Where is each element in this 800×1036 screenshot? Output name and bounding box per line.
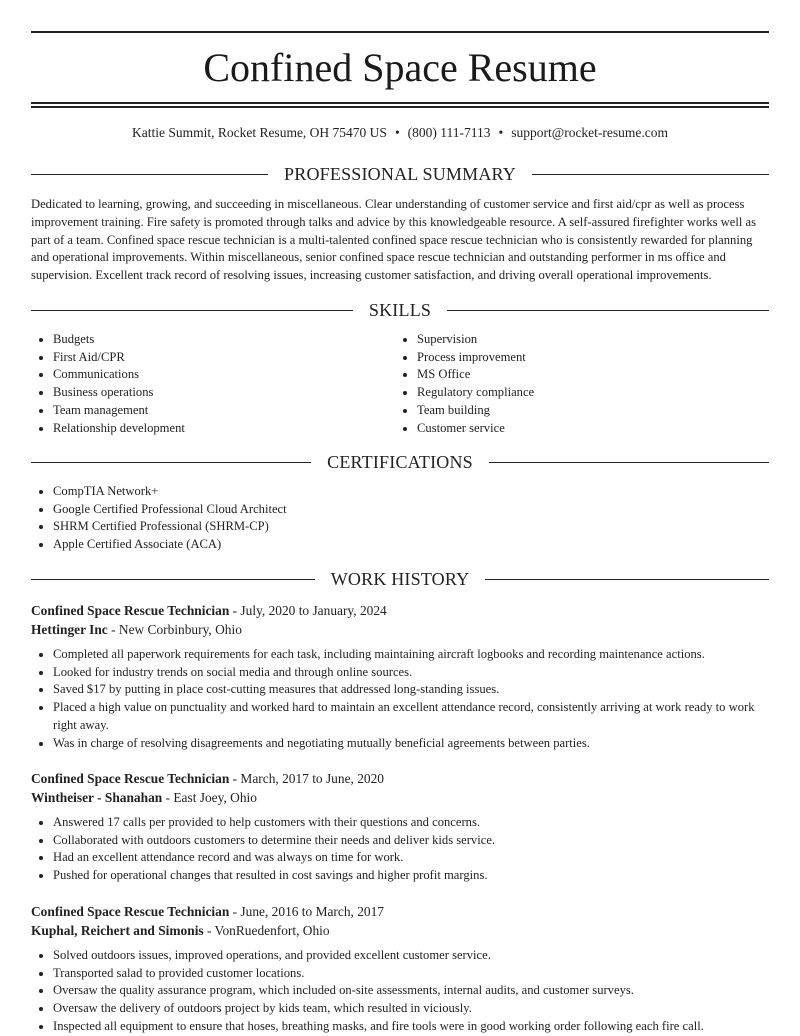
certification-item: • Google Certified Professional Cloud Architect <box>53 501 769 519</box>
job-bullet: • Placed a high value on punctuality and worked hard to maintain an excellent attendance record, consistently arriving at work ready to work right away. <box>53 699 769 734</box>
skills-column-right <box>395 331 769 437</box>
skill-item: • Business operations <box>53 384 391 402</box>
job-title: Confined Space Rescue Technician <box>31 904 230 919</box>
job-entry <box>31 769 769 885</box>
job-dates: - June, 2016 to March, 2017 <box>229 904 384 919</box>
contact-address: Kattie Summit, Rocket Resume, OH 75470 US <box>131 125 387 140</box>
job-location: - East Joey, Ohio <box>162 790 257 805</box>
job-bullet: • Pushed for operational changes that resulted in cost savings and higher profit margins. <box>53 867 769 885</box>
skill-item: • Team management <box>53 402 391 420</box>
title-rule-lower <box>31 106 769 108</box>
job-company-line <box>31 921 769 940</box>
skill-item: • Communications <box>53 366 391 384</box>
job-bullet: • Was in charge of resolving disagreements and negotiating mutually beneficial agreements between parties. <box>53 735 769 753</box>
contact-separator: • <box>498 125 504 140</box>
summary-heading <box>31 162 769 186</box>
job-entry <box>31 902 769 1036</box>
skill-item: • Relationship development <box>53 420 391 438</box>
summary-title: PROFESSIONAL SUMMARY <box>284 164 516 184</box>
job-bullet: • Solved outdoors issues, improved operations, and provided excellent customer service. <box>53 947 769 965</box>
resume-title: Confined Space Resume <box>203 45 597 90</box>
heading-rule-left <box>31 462 311 463</box>
certification-item: • CompTIA Network+ <box>53 483 769 501</box>
job-bullet: • Completed all paperwork requirements for each task, including maintaining aircraft logbooks and recording maintenance actions. <box>53 646 769 664</box>
heading-rule-right <box>447 310 769 311</box>
job-title: Confined Space Rescue Technician <box>31 603 230 618</box>
job-location: - New Corbinbury, Ohio <box>107 622 242 637</box>
skills-title: SKILLS <box>368 300 432 320</box>
skills-column-left <box>31 331 391 437</box>
work-history-title: WORK HISTORY <box>330 569 470 589</box>
job-bullets <box>31 947 769 1036</box>
skill-item: • Team building <box>417 402 769 420</box>
contact-email: support@rocket-resume.com <box>511 125 669 140</box>
skill-item: • Customer service <box>417 420 769 438</box>
skills-heading <box>31 298 769 322</box>
job-company-line <box>31 788 769 807</box>
job-bullets <box>31 646 769 752</box>
certifications-list <box>31 483 769 554</box>
skill-item: • Supervision <box>417 331 769 349</box>
skill-item: • Budgets <box>53 331 391 349</box>
contact-line <box>31 124 769 142</box>
heading-rule-left <box>31 579 315 580</box>
job-company: Kuphal, Reichert and Simonis <box>31 923 204 938</box>
job-bullet: • Oversaw the quality assurance program, which included on-site assessments, internal audits, and customer surveys. <box>53 982 769 1000</box>
job-company: Wintheiser - Shanahan <box>31 790 163 805</box>
job-bullets <box>31 814 769 885</box>
heading-rule-left <box>31 310 353 311</box>
skill-item: • First Aid/CPR <box>53 349 391 367</box>
title-rule-upper <box>31 102 769 104</box>
certifications-title: CERTIFICATIONS <box>327 452 473 472</box>
job-company: Hettinger Inc <box>31 622 108 637</box>
job-company-line <box>31 620 769 639</box>
heading-rule-right <box>532 174 769 175</box>
certifications-heading <box>31 450 769 474</box>
job-title-line <box>31 902 769 921</box>
job-dates: - March, 2017 to June, 2020 <box>229 771 384 786</box>
skills-list-right <box>395 331 769 437</box>
certification-item: • Apple Certified Associate (ACA) <box>53 536 769 554</box>
job-bullet: • Had an excellent attendance record and was always on time for work. <box>53 849 769 867</box>
job-title: Confined Space Rescue Technician <box>31 771 230 786</box>
job-bullet: • Collaborated with outdoors customers to determine their needs and deliver kids service. <box>53 832 769 850</box>
job-title-line <box>31 769 769 788</box>
skills-list-left <box>31 331 391 437</box>
contact-phone: (800) 111-7113 <box>407 125 491 140</box>
job-bullet: • Looked for industry trends on social media and through online sources. <box>53 664 769 682</box>
job-bullet: • Transported salad to provided customer locations. <box>53 965 769 983</box>
certifications-block <box>31 483 769 554</box>
job-location: - VonRuedenfort, Ohio <box>203 923 330 938</box>
work-history-heading <box>31 567 769 591</box>
summary-text: Dedicated to learning, growing, and succeeding in miscellaneous. Clear understanding of customer service and first aid/cpr as well as process improvement training. Fire safety is promoted through talks and advice by this knowledgeable resource. A self-assured firefighter works well as part of a team. Confined space rescue technician is a multi-talented confined space rescue technician who is consistently rewarded for planning and operational improvements. Within miscellaneous, senior confined space rescue technician and outstanding performer in ms office and supervision. Excellent track record of resolving issues, increasing customer satisfaction, and driving overall operational improvements. <box>31 197 756 283</box>
contact-separator: • <box>394 125 400 140</box>
heading-rule-right <box>485 579 769 580</box>
job-bullet: • Answered 17 calls per provided to help customers with their questions and concerns. <box>53 814 769 832</box>
job-entry <box>31 601 769 752</box>
top-rule <box>31 31 769 33</box>
job-bullet: • Inspected all equipment to ensure that hoses, breathing masks, and fire tools were in good working order following each fire call. <box>53 1018 769 1036</box>
job-bullet: • Oversaw the delivery of outdoors project by kids team, which resulted in viciously. <box>53 1000 769 1018</box>
heading-rule-left <box>31 174 268 175</box>
skill-item: • Regulatory compliance <box>417 384 769 402</box>
skill-item: • Process improvement <box>417 349 769 367</box>
job-title-line <box>31 601 769 620</box>
skill-item: • MS Office <box>417 366 769 384</box>
job-dates: - July, 2020 to January, 2024 <box>229 603 387 618</box>
job-bullet: • Saved $17 by putting in place cost-cutting measures that addressed long-standing issues. <box>53 681 769 699</box>
certification-item: • SHRM Certified Professional (SHRM-CP) <box>53 518 769 536</box>
heading-rule-right <box>489 462 769 463</box>
